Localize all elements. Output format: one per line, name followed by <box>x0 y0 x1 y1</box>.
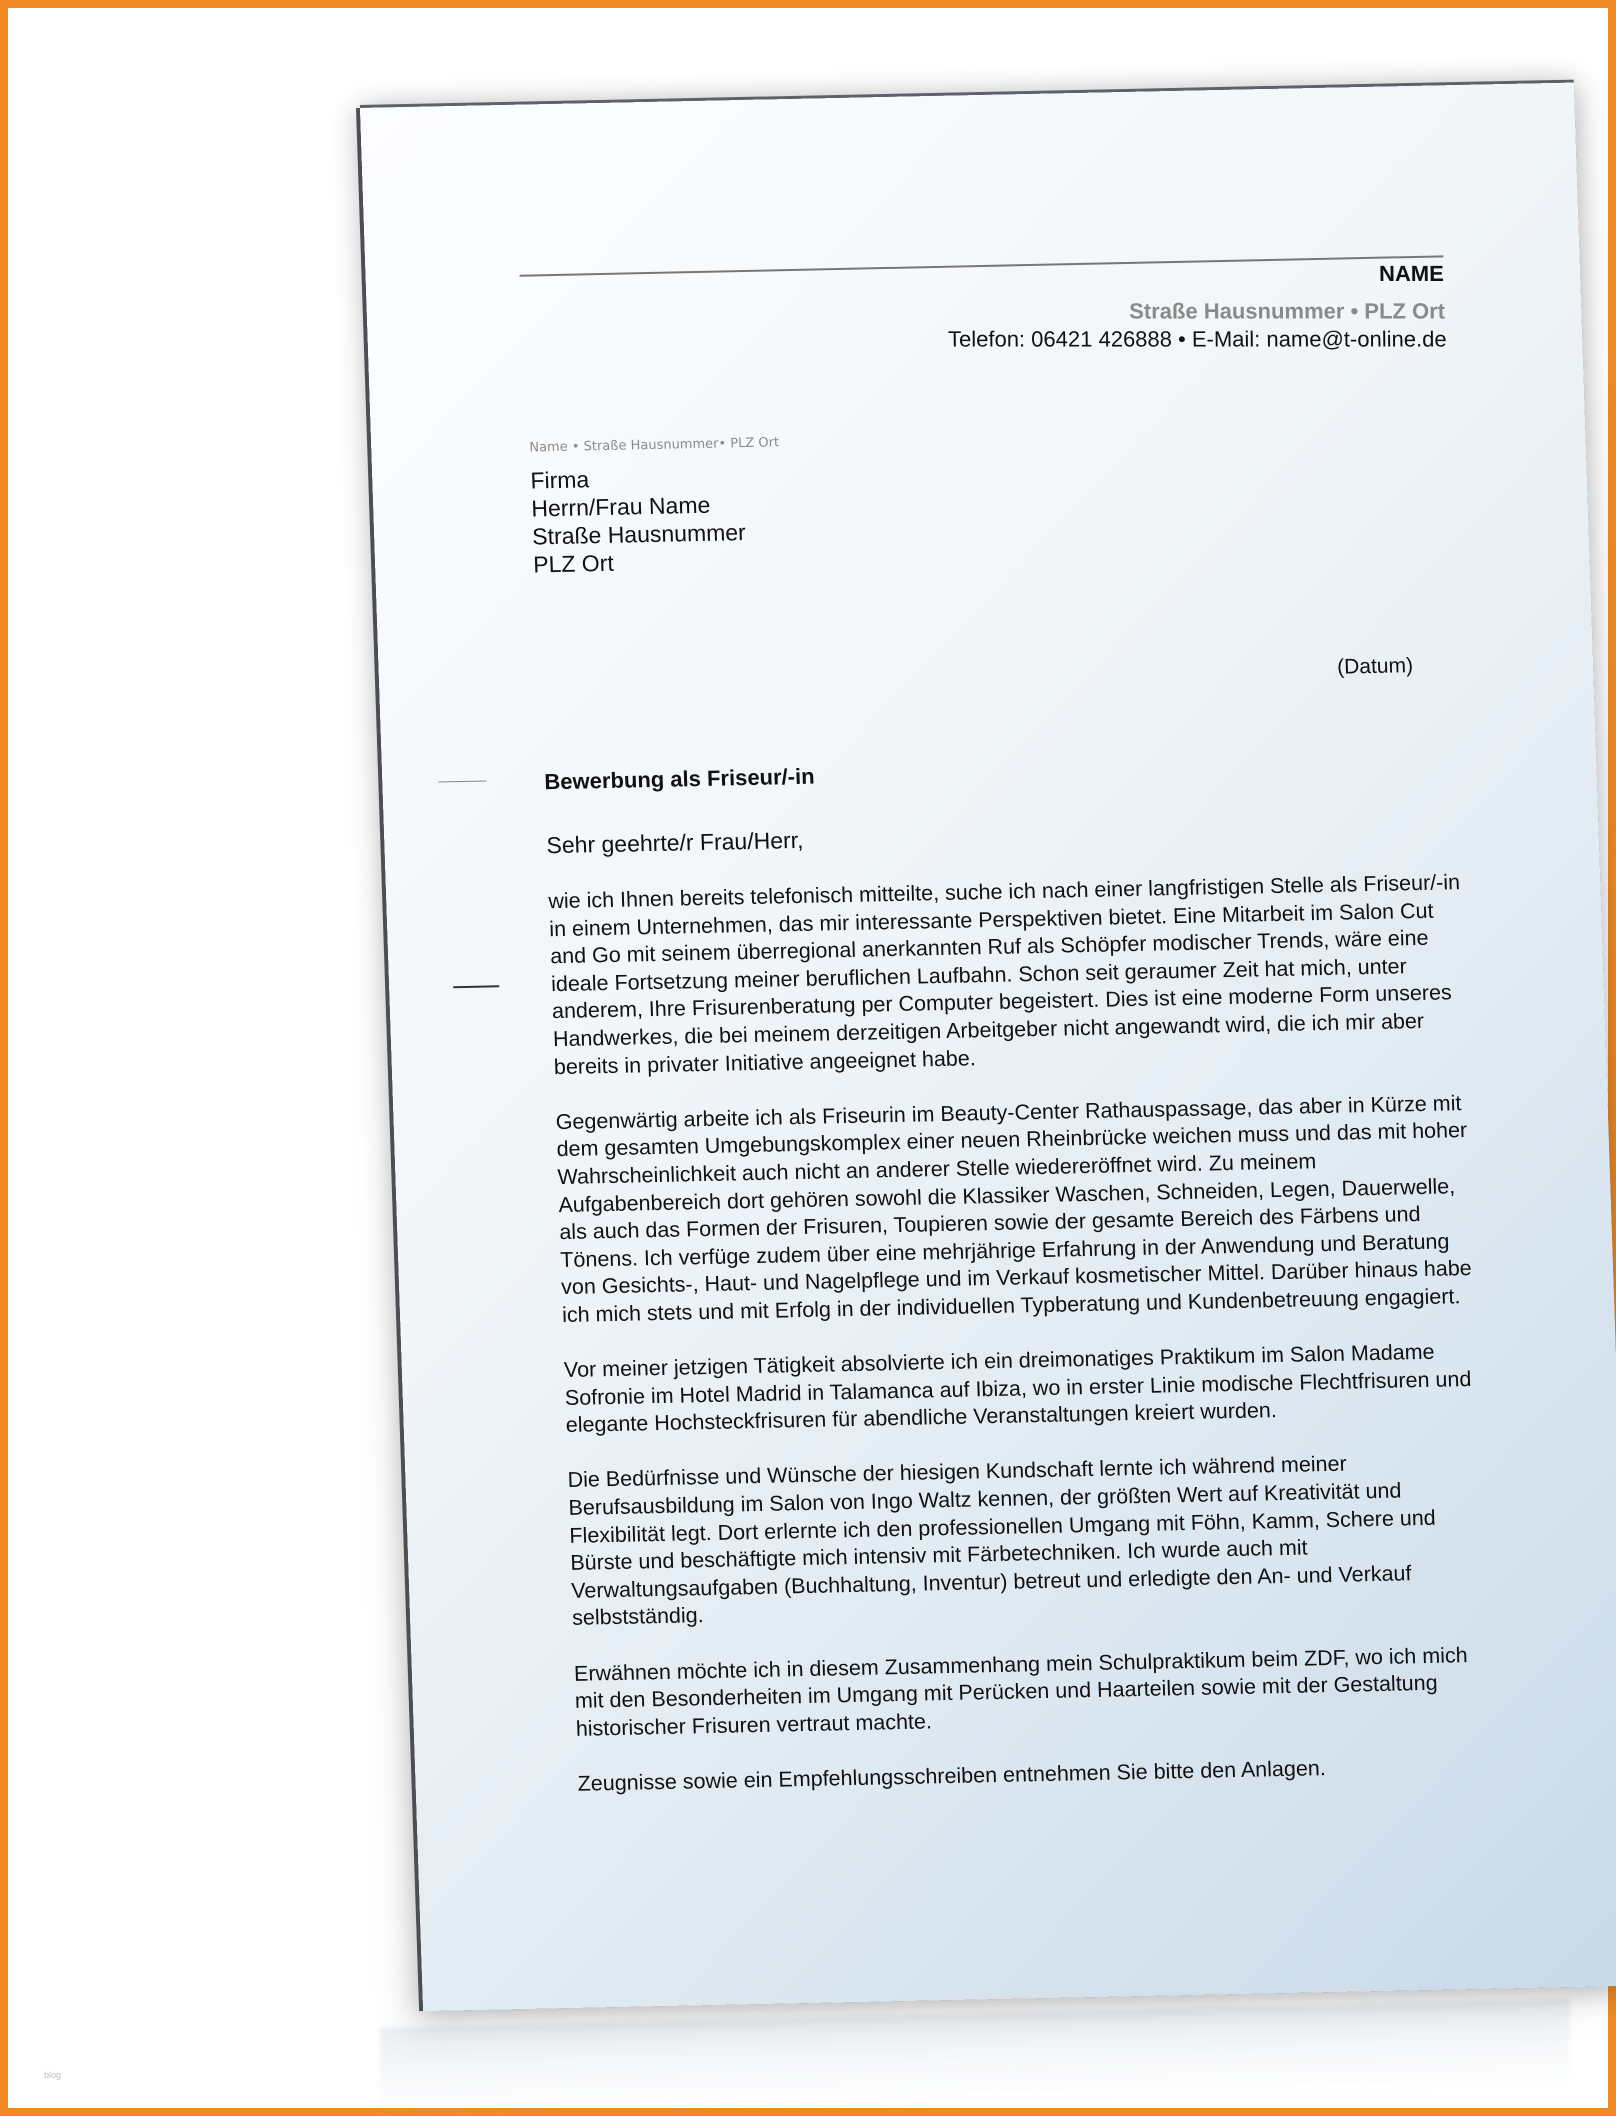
body-paragraph: Erwähnen möchte ich in diesem Zusammenhang mein Schulpraktikum beim ZDF, wo ich mich mit den Besonderheiten im Umgang mit Perücken und Haarteilen sowie mit der Gestaltung historischer Frisuren vertraut machte. <box>573 1642 1469 1741</box>
body-paragraph: Die Bedürfnisse und Wünsche der hiesigen Kundschaft lernte ich während meiner Berufsausbildung im Salon von Ingo Waltz kennen, der größten Wert auf Kreativität und Flexibilität legt. Dort erlernte ich den professionellen Umgang mit Föhn, Kamm, Schere und Bürste und beschäftigte mich intensiv mit Färbetechniken. Ich wurde auch mit Verwaltungsaufgaben (Buchhaltung, Inventur) betreut und erledigte den An- und Verkauf selbstständig. <box>567 1452 1437 1631</box>
letter-salutation: Sehr geehrte/r Frau/Herr, <box>546 826 804 859</box>
sender-name: NAME <box>1379 261 1445 287</box>
recipient-city: PLZ Ort <box>532 549 615 578</box>
sender-address: Straße Hausnummer • PLZ Ort <box>1129 298 1446 324</box>
body-paragraph: wie ich Ihnen bereits telefonisch mitteilte, suche ich nach einer langfristigen Stelle als Friseur/-in in einem Unternehmen, das mir interessante Perspektiven bietet. Eine Mitarbeit im Salon Cut and Go mit seinem überregional anerkannten Ruf als Schöpfer modischer Trends, wäre eine ideale Fortsetzung meiner beruflichen Laufbahn. Schon seit geraumer Zeit hat mich, unter anderem, Ihre Frisurenberatung per Computer begeistert. Dies ist eine moderne Form unseres Handwerkes, die bei meinem derzeitigen Arbeitgeber nicht angewandt wird, die ich mir aber bereits in privater Initiative angeeignet habe. <box>547 870 1461 1079</box>
recipient-street: Straße Hausnummer <box>531 519 747 550</box>
punch-mark <box>453 985 499 988</box>
return-address-line: Name • Straße Hausnummer• PLZ Ort <box>529 435 780 456</box>
recipient-person: Herrn/Frau Name <box>530 491 711 522</box>
sender-contact: Telefon: 06421 426888 • E-Mail: name@t-online.de <box>947 326 1447 352</box>
body-paragraph: Vor meiner jetzigen Tätigkeit absolvierte ich ein dreimonatiges Praktikum im Salon Madame Sofronie im Hotel Madrid in Talamanca auf Ibiza, wo in erster Linie modische Flechtfrisuren und elegante Hochsteckfrisuren für abendliche Veranstaltungen kreiert wurden. <box>563 1339 1472 1438</box>
letter-page <box>360 83 1616 2012</box>
fold-mark <box>438 781 486 783</box>
letter-date: (Datum) <box>1336 654 1414 679</box>
body-paragraph: Gegenwärtig arbeite ich als Friseurin im Beauty-Center Rathauspassage, das aber in Kürze mit dem gesamten Umgebungskomplex einer neuen Rheinbrücke weichen muss und das mit hoher Wahrscheinlichkeit auch nicht an anderer Stelle wiedereröffnet wird. Zu meinem Aufgabenbereich dort gehören sowohl die Klassiker Waschen, Schneiden, Legen, Dauerwelle, als auch das Formen der Frisuren, Toupieren sowie der gesamte Bereich des Färbens und Tönens. Ich verfüge zudem über eine mehrjährige Erfahrung in der Anwendung und Beratung von Gesichts-, Haut- und Nagelpflege und im Verkauf kosmetischer Mittel. Darüber hinaus habe ich mich stets und mit Erfolg in der individuellen Typberatung und Kundenbetreuung engagiert. <box>555 1090 1473 1327</box>
body-paragraph: Zeugnisse sowie ein Empfehlungsschreiben entnehmen Sie bitte den Anlagen. <box>577 1756 1327 1796</box>
header-divider <box>520 255 1444 276</box>
recipient-block <box>530 462 747 578</box>
watermark-text: blog <box>44 2070 62 2080</box>
letter-body <box>548 869 1503 1826</box>
letter-subject: Bewerbung als Friseur/-in <box>544 763 815 795</box>
recipient-company: Firma <box>530 466 590 494</box>
